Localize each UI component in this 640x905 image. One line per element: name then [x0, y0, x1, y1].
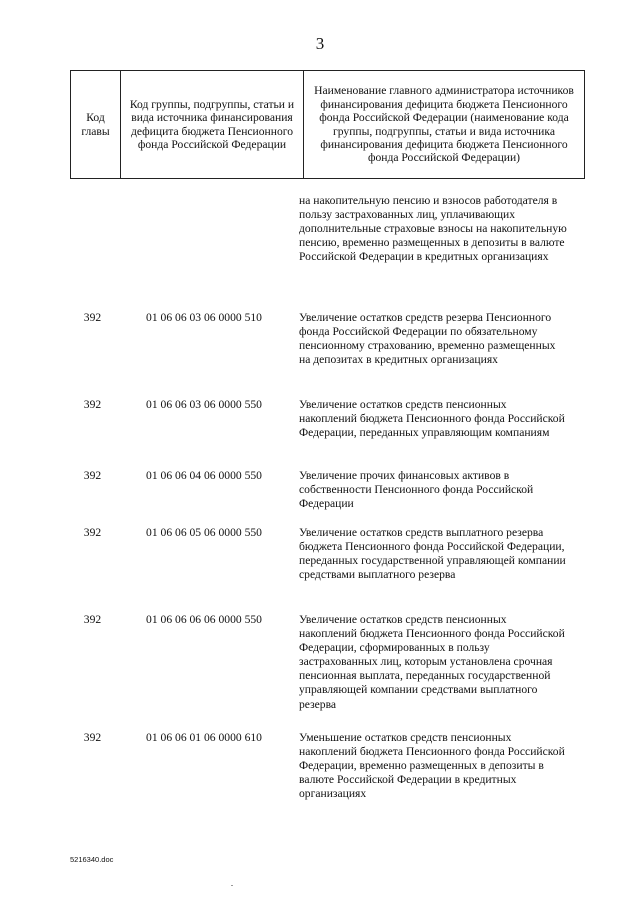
source-name: Увеличение остатков средств пенсионных накоплений бюджета Пенсионного фонда Российской Федерации, сформированных в пользу застрахованных лиц, которым установлена срочная пенсионная выплата, переданных государственной управляющей компании средствами выплатного резерва	[299, 613, 565, 711]
source-code: 01 06 06 03 06 0000 510	[146, 311, 262, 324]
source-code: 01 06 06 04 06 0000 550	[146, 469, 262, 482]
source-code: 01 06 06 06 06 0000 550	[146, 613, 262, 626]
chapter-code: 392	[83, 311, 102, 324]
chapter-code: 392	[83, 469, 102, 482]
header-group-code: Код группы, подгруппы, статьи и вида источника финансирования дефицита бюджета Пенсионного фонда Российской Федерации	[121, 71, 304, 179]
source-name: на накопительную пенсию и взносов работодателя в пользу застрахованных лиц, уплачивающих дополнительные страховые взносы на накопительную пенсию, временно размещенных в депозиты в валюте Российской Федерации в кредитных организациях	[299, 194, 567, 264]
document-filename: 5216340.doc	[70, 855, 114, 864]
source-name: Увеличение остатков средств пенсионных накоплений бюджета Пенсионного фонда Российской Федерации, переданных управляющим компаниям	[299, 398, 565, 440]
source-code: 01 06 06 05 06 0000 550	[146, 526, 262, 539]
source-code: 01 06 06 03 06 0000 550	[146, 398, 262, 411]
source-name: Увеличение остатков средств выплатного резерва бюджета Пенсионного фонда Российской Федерации, переданных государственной управляющей компании средствами выплатного резерва	[299, 526, 566, 582]
chapter-code: 392	[83, 731, 102, 744]
chapter-code: 392	[83, 613, 102, 626]
header-chapter-code: Код главы	[71, 71, 121, 179]
source-name: Увеличение остатков средств резерва Пенсионного фонда Российской Федерации по обязательному пенсионному страхованию, временно размещенных на депозитах в кредитных организациях	[299, 311, 556, 367]
table-header	[70, 70, 585, 179]
chapter-code: 392	[83, 398, 102, 411]
page-number: 3	[315, 34, 325, 53]
header-administrator-name: Наименование главного администратора источников финансирования дефицита бюджета Пенсионного фонда Российской Федерации (наименование кода группы, подгруппы, статьи и вида источника финансирования дефицита бюджета Пенсионного фонда Российской Федерации)	[304, 71, 585, 179]
source-name: Увеличение прочих финансовых активов в собственности Пенсионного фонда Российской Федерации	[299, 469, 534, 511]
source-code: 01 06 06 01 06 0000 610	[146, 731, 262, 744]
chapter-code: 392	[83, 526, 102, 539]
source-name: Уменьшение остатков средств пенсионных накоплений бюджета Пенсионного фонда Российской Федерации, временно размещенных в депозиты в валюте Российской Федерации в кредитных организациях	[299, 731, 565, 801]
scan-speck	[231, 885, 233, 886]
